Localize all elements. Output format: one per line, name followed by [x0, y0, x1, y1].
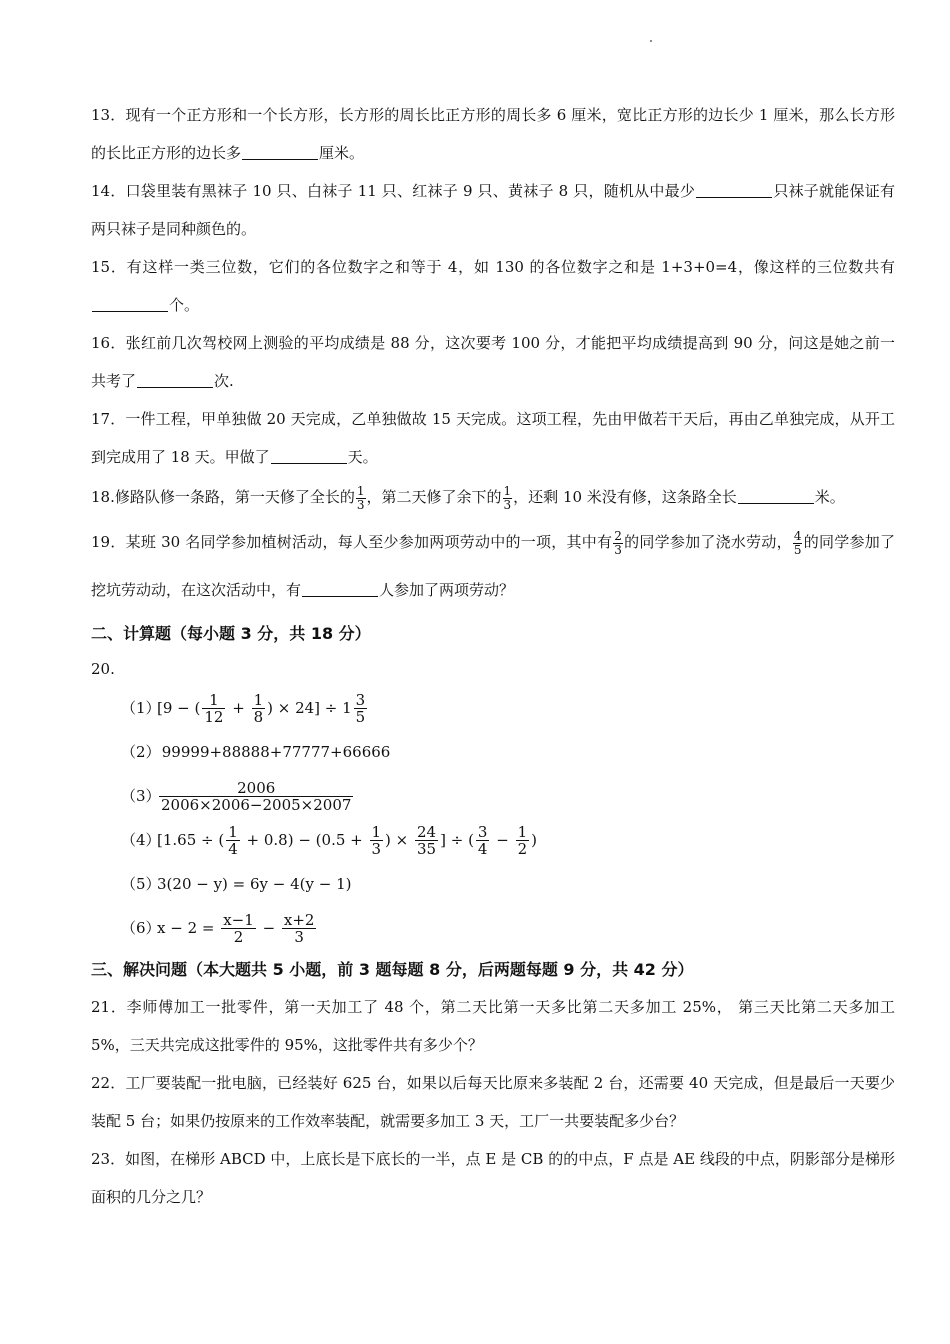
calc-item-4	[121, 818, 895, 862]
question-number: 15．	[91, 258, 127, 276]
numerator: 1	[356, 483, 365, 498]
answer-blank[interactable]	[302, 580, 378, 597]
question-20-number: 20.	[91, 660, 115, 678]
question-text: 现有一个正方形和一个长方形，长方形的周长比正方形的周长多 6 厘米，宽比正方形的边长少 1 厘米，那么长方形的长比正方形的边长多	[91, 106, 895, 162]
question-text: ，还剩 10 米没有修，这条路全长	[513, 488, 737, 506]
section-heading-problems: 三、解决问题（本大题共 5 小题，前 3 题每题 8 分，后两题每题 9 分，共 42 分）	[91, 960, 694, 979]
math-text: )	[531, 831, 537, 849]
question-text-end: 米。	[814, 488, 845, 506]
numerator: x−1	[223, 910, 254, 929]
numerator: 2	[614, 528, 622, 543]
question-text: 口袋里装有黑袜子 10 只、白袜子 11 只、红袜子 9 只、黄袜子 8 只，随机从中最少	[125, 182, 696, 200]
question-text-end: 只袜子就能保证有两只袜子是同种颜色的。	[91, 182, 895, 238]
question-text: 工厂要装配一批电脑，已经装好 625 台，如果以后每天比原来多装配 2 台，还需要 40 天完成，但是最后一天要少装配 5 台；如果仍按原来的工作效率装配，就需要多加工 3 天，工厂一共要装配多少台？	[91, 1074, 895, 1130]
fraction	[252, 692, 266, 725]
fraction	[226, 824, 240, 857]
question-17	[91, 400, 895, 476]
fraction	[354, 692, 368, 725]
math-expression	[157, 692, 369, 725]
question-text-end: 人参加了两项劳动？	[379, 581, 515, 599]
math-text: ) ×	[385, 831, 414, 849]
fraction	[415, 824, 438, 857]
denominator: 3	[371, 839, 382, 858]
calc-label: （1）	[121, 699, 161, 717]
denominator: 8	[253, 707, 264, 726]
fraction	[476, 824, 490, 857]
question-text: 某班 30 名同学参加植树活动，每人至少参加两项劳动中的一项，其中有	[125, 533, 613, 551]
calc-label: （5）	[121, 875, 161, 893]
math-text: +	[227, 699, 250, 717]
fraction	[202, 692, 225, 725]
math-expression: 3(20 − y) = 6y − 4(y − 1)	[157, 875, 352, 893]
answer-blank[interactable]	[738, 487, 814, 504]
question-text: ，第二天修了余下的	[366, 488, 502, 506]
fraction	[159, 780, 353, 813]
calc-label: （2）	[121, 743, 161, 761]
fraction	[370, 824, 384, 857]
answer-blank[interactable]	[696, 181, 772, 198]
question-19	[91, 518, 895, 614]
math-text: ) × 24] ÷ 1	[267, 699, 352, 717]
fraction	[793, 530, 803, 557]
calc-item-3	[121, 774, 895, 818]
question-18	[91, 476, 895, 518]
denominator: 4	[228, 839, 238, 858]
denominator: 35	[417, 839, 437, 858]
fraction	[503, 485, 513, 512]
problem-21	[91, 988, 895, 1064]
math-expression	[157, 824, 537, 857]
numerator: x+2	[283, 910, 315, 929]
fraction	[613, 530, 623, 557]
denominator: 12	[204, 707, 224, 726]
numerator: 1	[253, 690, 264, 709]
question-13	[91, 96, 895, 172]
problem-23	[91, 1140, 895, 1216]
denominator: 3	[294, 927, 304, 946]
denominator: 5	[355, 707, 366, 726]
question-text: 修路队修一条路，第一天修了全长的	[114, 488, 355, 506]
answer-blank[interactable]	[137, 371, 213, 388]
question-number: 22．	[91, 1074, 126, 1092]
denominator: 3	[503, 497, 512, 512]
numerator: 1	[503, 483, 512, 498]
header-mark	[650, 40, 652, 42]
calc-item-1	[121, 686, 895, 730]
answer-blank[interactable]	[242, 143, 318, 160]
answer-blank[interactable]	[92, 295, 168, 312]
question-text: 的同学参加了挖坑劳动动，在这次活动中，有	[91, 533, 895, 599]
numerator: 1	[371, 822, 382, 841]
question-text-end: 厘米。	[319, 144, 365, 162]
question-text: 李师傅加工一批零件，第一天加工了 48 个，第二天比第一天多比第二天多加工 25%， 第三天比第二天多加工 5%，三天共完成这批零件的 95%，这批零件共有多少个？	[91, 998, 895, 1054]
exam-page	[91, 96, 895, 1216]
question-15	[91, 248, 895, 324]
question-text-end: 个。	[169, 296, 200, 314]
question-number: 19．	[91, 533, 126, 551]
numerator: 24	[417, 822, 437, 841]
math-text: [9 − (	[157, 699, 201, 717]
math-expression: 99999+88888+77777+66666	[157, 743, 391, 761]
section-heading-calculation: 二、计算题（每小题 3 分，共 18 分）	[91, 624, 371, 643]
math-text: x − 2 =	[157, 919, 220, 937]
question-text: 张红前几次驾校网上测验的平均成绩是 88 分，这次要考 100 分，才能把平均成绩提高到 90 分，问这是她之前一共考了	[91, 334, 895, 390]
question-16	[91, 324, 895, 400]
denominator: 2	[233, 927, 244, 946]
numerator: 1	[228, 822, 238, 841]
denominator: 2006×2006−2005×2007	[161, 795, 352, 814]
denominator: 3	[356, 497, 365, 512]
question-number: 18.	[91, 488, 115, 506]
question-text: 如图，在梯形 ABCD 中，上底长是下底长的一半，点 E 是 CB 的的中点，F 点是 AE 线段的中点，阴影部分是梯形面积的几分之几？	[91, 1150, 895, 1206]
calc-item-2	[121, 730, 895, 774]
question-number: 13．	[91, 106, 126, 124]
math-text: + 0.8) − (0.5 +	[241, 831, 368, 849]
numerator: 1	[517, 822, 528, 841]
denominator: 2	[517, 839, 528, 858]
denominator: 4	[477, 839, 488, 858]
numerator: 3	[477, 822, 488, 841]
fraction	[516, 824, 530, 857]
question-14	[91, 172, 895, 248]
question-number: 14．	[91, 182, 126, 200]
math-text: −	[257, 919, 280, 937]
denominator: 3	[614, 542, 622, 557]
fraction	[356, 485, 366, 512]
fraction	[282, 912, 317, 945]
math-text: ] ÷ (	[440, 831, 474, 849]
question-text: 一件工程，甲单独做 20 天完成，乙单独做故 15 天完成。这项工程，先由甲做若干天后，再由乙单独完成，从开工到完成用了 18 天。甲做了	[91, 410, 895, 466]
numerator: 3	[355, 690, 366, 709]
question-text-end: 次.	[214, 372, 234, 390]
problem-22	[91, 1064, 895, 1140]
math-expression	[157, 912, 318, 945]
question-number: 16．	[91, 334, 126, 352]
numerator: 2006	[159, 780, 353, 797]
question-text-end: 天。	[347, 448, 378, 466]
answer-blank[interactable]	[271, 447, 347, 464]
math-text: [1.65 ÷ (	[157, 831, 225, 849]
calc-label: （3）	[121, 787, 161, 805]
question-number: 17．	[91, 410, 126, 428]
numerator: 1	[202, 692, 225, 709]
math-text: −	[491, 831, 514, 849]
calc-label: （6）	[121, 919, 161, 937]
numerator: 4	[793, 528, 802, 543]
fraction	[221, 912, 256, 945]
question-number: 23．	[91, 1150, 126, 1168]
calc-label: （4）	[121, 831, 161, 849]
calc-item-6	[121, 906, 895, 950]
question-text: 的同学参加了浇水劳动，	[623, 533, 792, 551]
calc-item-5	[121, 862, 895, 906]
math-expression	[157, 780, 355, 813]
denominator: 5	[793, 542, 802, 557]
question-text: 有这样一类三位数，它们的各位数字之和等于 4，如 130 的各位数字之和是 1+3+0=4，像这样的三位数共有	[126, 258, 895, 276]
question-number: 21．	[91, 998, 127, 1016]
